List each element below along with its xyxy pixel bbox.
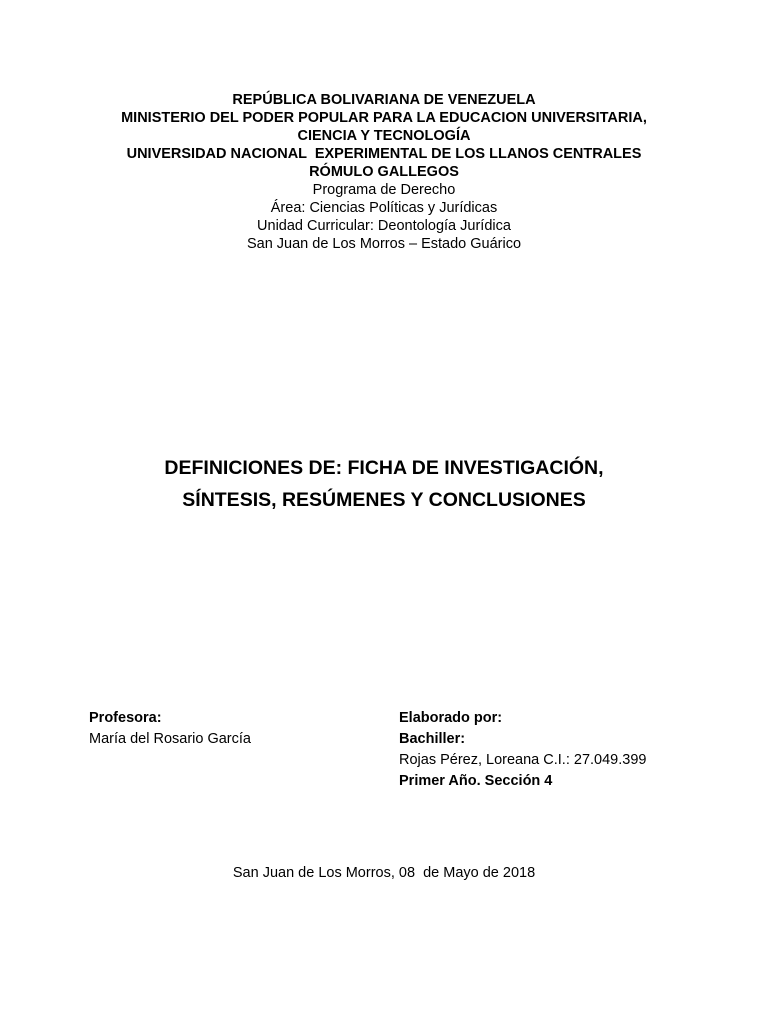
author-name: Rojas Pérez, Loreana C.I.: 27.049.399 bbox=[399, 752, 647, 768]
author-block bbox=[399, 708, 646, 792]
header-area: Área: Ciencias Políticas y Jurídicas bbox=[270, 200, 498, 216]
professor-label: Profesora: bbox=[89, 710, 162, 726]
header-course: Unidad Curricular: Deontología Jurídica bbox=[257, 218, 511, 234]
author-section: Primer Año. Sección 4 bbox=[399, 773, 553, 789]
document-title bbox=[0, 452, 768, 516]
author-label: Elaborado por: bbox=[399, 710, 503, 726]
header-location: San Juan de Los Morros – Estado Guárico bbox=[246, 236, 522, 252]
professor-block bbox=[89, 708, 251, 750]
header-republic: REPÚBLICA BOLIVARIANA DE VENEZUELA bbox=[232, 92, 536, 108]
author-sublabel: Bachiller: bbox=[399, 731, 466, 747]
institution-header bbox=[0, 91, 768, 253]
title-line-1: DEFINICIONES DE: FICHA DE INVESTIGACIÓN, bbox=[164, 457, 604, 479]
header-ministry-cont: CIENCIA Y TECNOLOGÍA bbox=[297, 128, 471, 144]
professor-name: María del Rosario García bbox=[89, 731, 251, 747]
place-date bbox=[0, 864, 768, 882]
header-ministry: MINISTERIO DEL PODER POPULAR PARA LA EDUCACION UNIVERSITARIA, bbox=[121, 110, 647, 126]
place-date-text: San Juan de Los Morros, 08 de Mayo de 2018 bbox=[232, 865, 536, 881]
title-line-2: SÍNTESIS, RESÚMENES Y CONCLUSIONES bbox=[182, 489, 586, 511]
header-university-cont: RÓMULO GALLEGOS bbox=[309, 164, 459, 180]
header-program: Programa de Derecho bbox=[312, 182, 456, 198]
header-university: UNIVERSIDAD NACIONAL EXPERIMENTAL DE LOS LLANOS CENTRALES bbox=[126, 146, 642, 162]
